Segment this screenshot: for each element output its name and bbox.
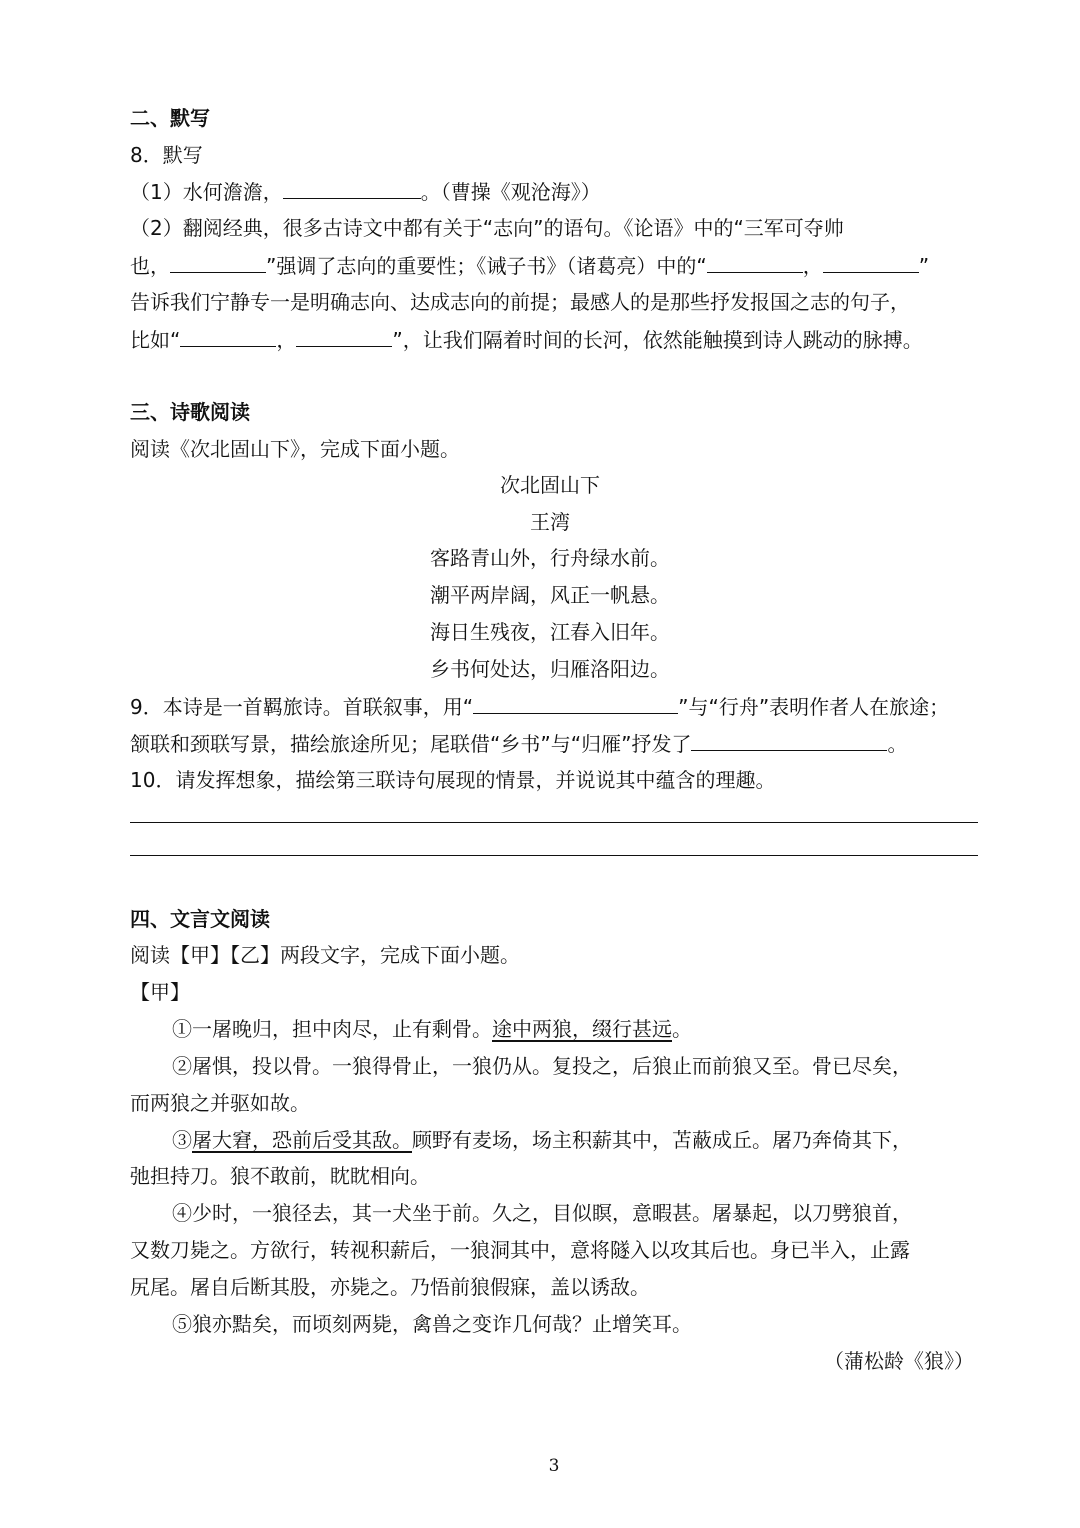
section-heading-3: 三、诗歌阅读 xyxy=(130,400,250,424)
text-fragment: ③ xyxy=(172,1128,192,1152)
answer-blank[interactable] xyxy=(691,728,887,751)
passage-paragraph-3-line-2: 弛担持刀。狼不敢前，眈眈相向。 xyxy=(130,1164,430,1188)
text-fragment: ， xyxy=(802,254,823,278)
poem-line: 潮平两岸阔，风正一帆悬。 xyxy=(430,583,670,607)
passage-label-jia: 【甲】 xyxy=(130,980,190,1004)
text-fragment: ”，让我们隔着时间的长河，依然能触摸到诗人跳动的脉搏。 xyxy=(392,328,923,352)
poem-line: 乡书何处达，归雁洛阳边。 xyxy=(430,657,670,681)
answer-blank[interactable] xyxy=(823,250,919,273)
text-fragment: 。 xyxy=(672,1017,692,1041)
answer-blank[interactable] xyxy=(473,691,678,714)
poem-line: 海日生残夜，江春入旧年。 xyxy=(430,620,670,644)
text-fragment: 也， xyxy=(130,254,170,278)
answer-line[interactable] xyxy=(130,822,978,823)
passage-paragraph-4-line-2: 又数刀毙之。方欲行，转视积薪后，一狼洞其中，意将隧入以攻其后也。身已半入，止露 xyxy=(130,1238,910,1262)
answer-line[interactable] xyxy=(130,855,978,856)
text-fragment: ” xyxy=(918,254,930,278)
answer-blank[interactable] xyxy=(707,250,803,273)
passage-paragraph-1 xyxy=(172,1014,692,1044)
question-10: 10．请发挥想象，描绘第三联诗句展现的情景，并说说其中蕴含的理趣。 xyxy=(130,768,776,792)
poem-line: 客路青山外，行舟绿水前。 xyxy=(430,546,670,570)
poem-intro: 阅读《次北固山下》，完成下面小题。 xyxy=(130,437,460,461)
text-fragment: （1）水何澹澹， xyxy=(130,180,283,204)
answer-blank[interactable] xyxy=(296,324,392,347)
passage-paragraph-4-line-1: ④少时，一狼径去，其一犬坐于前。久之，目似瞑，意暇甚。屠暴起，以刀劈狼首， xyxy=(172,1201,912,1225)
question-8-2-line-4 xyxy=(130,324,923,355)
question-9-line-2 xyxy=(130,728,907,759)
text-fragment: 。（曹操《观沧海》） xyxy=(420,180,601,204)
passage-paragraph-2-line-2: 而两狼之并驱如故。 xyxy=(130,1091,310,1115)
passage-source: （蒲松龄《狼》） xyxy=(824,1349,974,1373)
question-8-2-line-1: （2）翻阅经典，很多古诗文中都有关于“志向”的语句。《论语》中的“三军可夺帅 xyxy=(130,216,844,240)
section-heading-2: 二、默写 xyxy=(130,106,210,130)
passage-paragraph-3-line-1 xyxy=(172,1125,912,1155)
poem-title: 次北固山下 xyxy=(500,473,600,497)
passage-paragraph-4-line-3: 尻尾。屠自后断其股，亦毙之。乃悟前狼假寐，盖以诱敌。 xyxy=(130,1275,650,1299)
text-fragment: ”强调了志向的重要性；《诫子书》（诸葛亮）中的“ xyxy=(266,254,707,278)
text-fragment: 颔联和颈联写景，描绘旅途所见；尾联借“乡书”与“归雁”抒发了 xyxy=(130,732,692,756)
question-8-1 xyxy=(130,176,601,207)
poem-author: 王湾 xyxy=(530,510,570,534)
text-fragment: ①一屠晚归，担中肉尽，止有剩骨。 xyxy=(172,1017,492,1041)
text-fragment: ”与“行舟”表明作者人在旅途； xyxy=(678,695,950,719)
page-number: 3 xyxy=(548,1456,560,1476)
underlined-sentence: 屠大窘，恐前后受其敌。 xyxy=(192,1128,412,1152)
question-9-line-1 xyxy=(130,691,949,722)
question-8-title: 8．默写 xyxy=(130,143,203,167)
text-fragment: 。 xyxy=(887,732,908,756)
question-8-2-line-3: 告诉我们宁静专一是明确志向、达成志向的前提；最感人的是那些抒发报国之志的句子， xyxy=(130,290,910,314)
answer-blank[interactable] xyxy=(180,324,276,347)
answer-blank[interactable] xyxy=(283,176,421,199)
text-fragment: ， xyxy=(276,328,297,352)
classical-intro: 阅读【甲】【乙】两段文字，完成下面小题。 xyxy=(130,943,520,967)
underlined-sentence: 途中两狼，缀行甚远 xyxy=(492,1017,672,1041)
section-heading-4: 四、文言文阅读 xyxy=(130,907,270,931)
passage-paragraph-5: ⑤狼亦黠矣，而顷刻两毙，禽兽之变诈几何哉？止增笑耳。 xyxy=(172,1312,692,1336)
question-8-2-line-2 xyxy=(130,250,929,281)
passage-paragraph-2-line-1: ②屠惧，投以骨。一狼得骨止，一狼仍从。复投之，后狼止而前狼又至。骨已尽矣， xyxy=(172,1054,912,1078)
text-fragment: 顾野有麦场，场主积薪其中，苫蔽成丘。屠乃奔倚其下， xyxy=(412,1128,912,1152)
text-fragment: 9．本诗是一首羁旅诗。首联叙事，用“ xyxy=(130,695,474,719)
text-fragment: 比如“ xyxy=(130,328,181,352)
answer-blank[interactable] xyxy=(170,250,266,273)
